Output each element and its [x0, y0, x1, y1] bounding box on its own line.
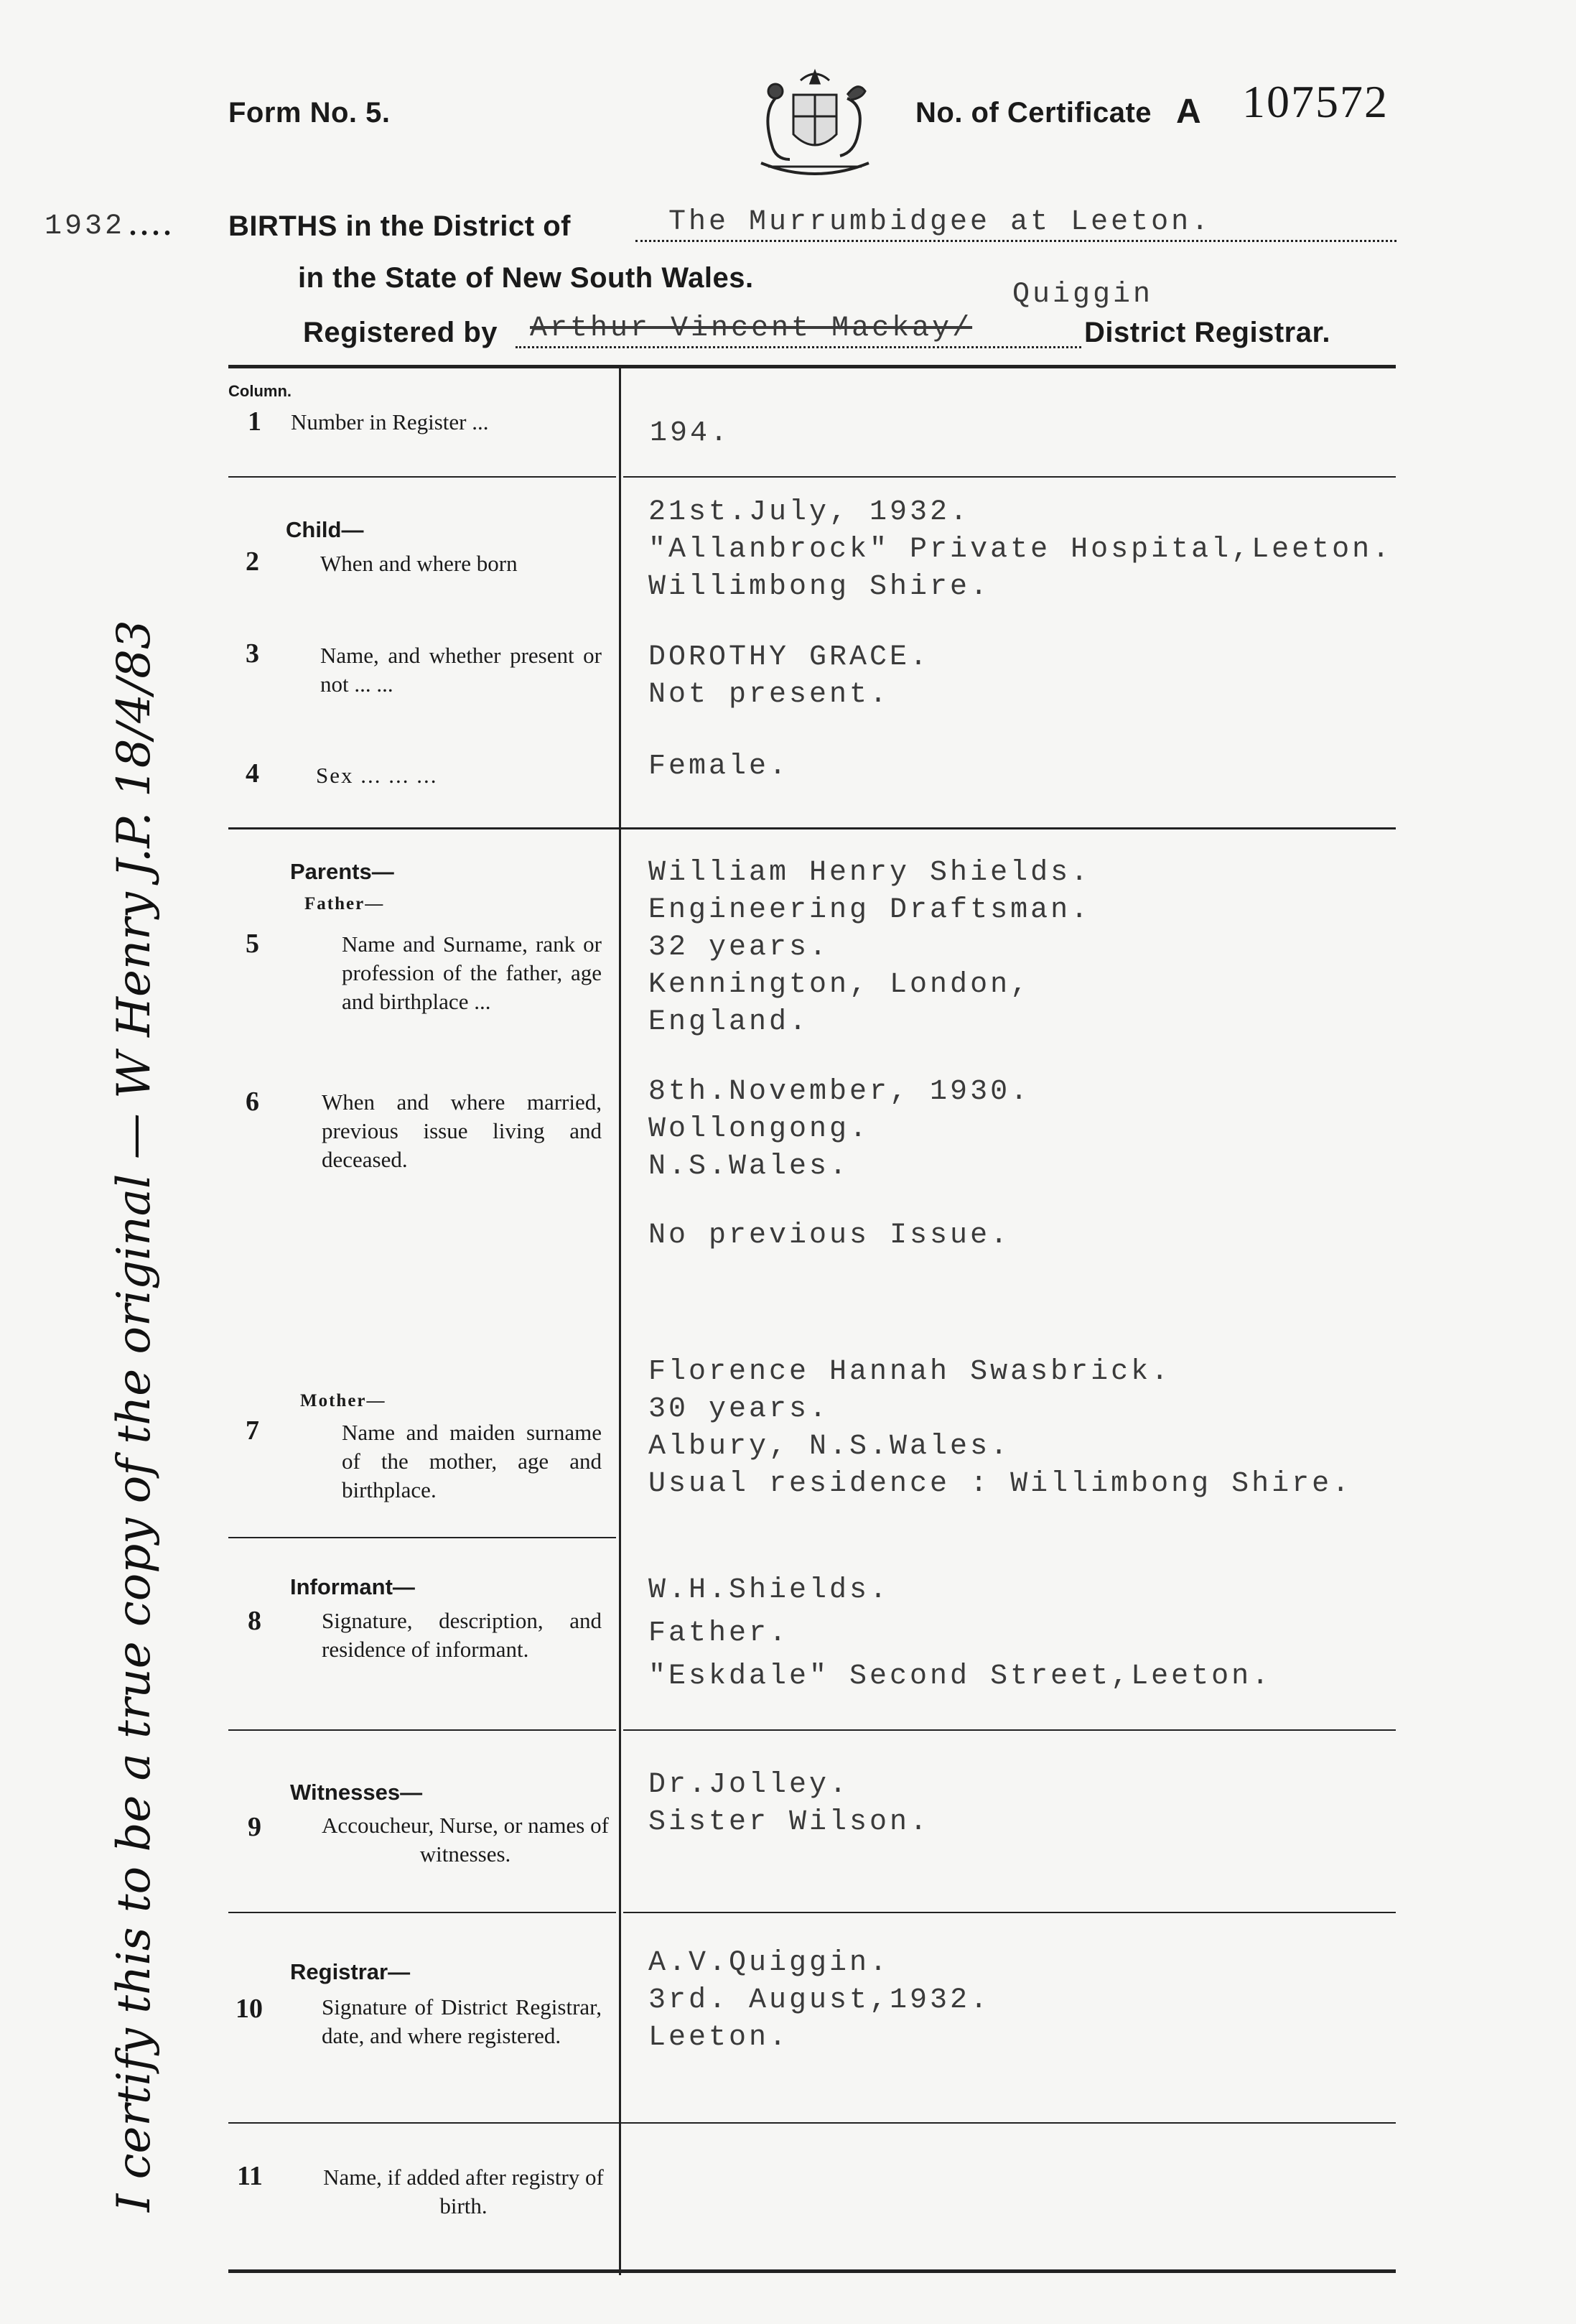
row-1-label: Number in Register ... — [291, 409, 489, 434]
row-7-label: Name and maiden surname of the mother, age and birthplace. — [342, 1420, 602, 1502]
row-10-label: Signature of District Registrar, date, and where registered. — [322, 1994, 602, 2048]
row-6-number: 6 — [246, 1087, 259, 1117]
row-2-value: 21st.July, 1932. "Allanbrock" Private Hospital,Leeton. Willimbong Shire. — [648, 496, 1393, 603]
subsection-mother: Mother— — [300, 1391, 386, 1410]
register-year: 1932 — [45, 210, 126, 243]
registrar-field — [516, 312, 1081, 348]
row-9-value: Dr.Jolley. Sister Wilson. — [648, 1769, 931, 1839]
row-3-value: DOROTHY GRACE. Not present. — [648, 641, 931, 711]
row-rule-5-right — [623, 1912, 1396, 1913]
row-6-value-issue: No previous Issue. — [648, 1219, 1011, 1252]
section-registrar: Registrar— — [290, 1959, 411, 1984]
row-4-label: Sex ... ... ... — [316, 763, 438, 788]
section-parents: Parents— — [290, 859, 394, 884]
row-4-value: Female. — [648, 750, 790, 783]
district-registrar-label: District Registrar. — [1084, 317, 1330, 348]
row-10-value: A.V.Quiggin. 3rd. August,1932. Leeton. — [648, 1947, 991, 2054]
registrar-correction: Quiggin — [1012, 279, 1154, 311]
row-2-label: When and where born — [320, 551, 518, 576]
section-child: Child— — [286, 517, 364, 542]
row-9-label: Accoucheur, Nurse, or names of witnesses. — [322, 1813, 609, 1867]
row-1-value: 194. — [650, 417, 731, 450]
row-3-number: 3 — [246, 638, 259, 669]
row-7-number: 7 — [246, 1416, 259, 1446]
row-rule-1-left — [228, 476, 616, 478]
row-rule-4-left — [228, 1729, 616, 1731]
row-rule-4-right — [623, 1729, 1396, 1731]
row-9-number: 9 — [248, 1812, 261, 1842]
handwritten-certification: I certify this to be a true copy of the original — W Henry J.P. 18/4/83 — [108, 620, 161, 2212]
section-informant: Informant— — [290, 1574, 415, 1599]
year-dots: .... — [129, 209, 175, 241]
row-8-label: Signature, description, and residence of informant. — [322, 1608, 602, 1662]
row-5-number: 5 — [246, 929, 259, 959]
row-4-number: 4 — [246, 758, 259, 789]
form-number: Form No. 5. — [228, 97, 391, 129]
district-value: The Murrumbidgee at Leeton. — [668, 206, 1212, 238]
certificate-letter: A — [1176, 93, 1202, 131]
registered-by-label: Registered by — [303, 317, 498, 348]
row-1-number: 1 — [248, 406, 261, 437]
column-divider — [619, 365, 621, 2275]
row-rule-3-left — [228, 1537, 616, 1538]
district-field — [635, 208, 1397, 242]
table-top-rule — [228, 365, 1396, 368]
row-5-label: Name and Surname, rank or profession of the father, age and birthplace ... — [342, 931, 602, 1014]
row-rule-6 — [228, 2122, 1396, 2124]
row-10-number: 10 — [236, 1994, 263, 2024]
row-5-value: William Henry Shields. Engineering Draftsman. 32 years. Kennington, London, England. — [648, 857, 1091, 1038]
row-rule-2 — [228, 827, 1396, 829]
row-2-number: 2 — [246, 547, 259, 577]
certificate-label: No. of Certificate — [915, 97, 1152, 129]
row-7-value: Florence Hannah Swasbrick. 30 years. Albury, N.S.Wales. Usual residence : Willimbong Shire. — [648, 1356, 1353, 1500]
coat-of-arms-icon — [740, 66, 890, 188]
row-6-value: 8th.November, 1930. Wollongong. N.S.Wales. — [648, 1076, 1031, 1183]
row-rule-5-left — [228, 1912, 616, 1913]
state-line: in the State of New South Wales. — [298, 262, 754, 294]
section-witnesses: Witnesses— — [290, 1780, 423, 1805]
row-11-number: 11 — [237, 2161, 263, 2191]
subsection-father: Father— — [304, 894, 385, 914]
row-6-label: When and where married, previous issue living and deceased. — [322, 1089, 602, 1172]
births-label: BIRTHS in the District of — [228, 210, 571, 242]
row-11-label: Name, if added after registry of birth. — [323, 2165, 604, 2218]
row-8-value: W.H.Shields. Father. "Eskdale" Second Street,Leeton. — [648, 1574, 1272, 1693]
column-label: Column. — [228, 382, 292, 400]
row-8-number: 8 — [248, 1606, 261, 1636]
row-3-label: Name, and whether present or not ... ... — [320, 643, 602, 697]
row-rule-1-right — [623, 476, 1396, 478]
table-bottom-rule — [228, 2269, 1396, 2273]
certificate-number: 107572 — [1242, 76, 1389, 127]
registrar-name: Arthur Vincent Mackay/ — [530, 312, 973, 345]
